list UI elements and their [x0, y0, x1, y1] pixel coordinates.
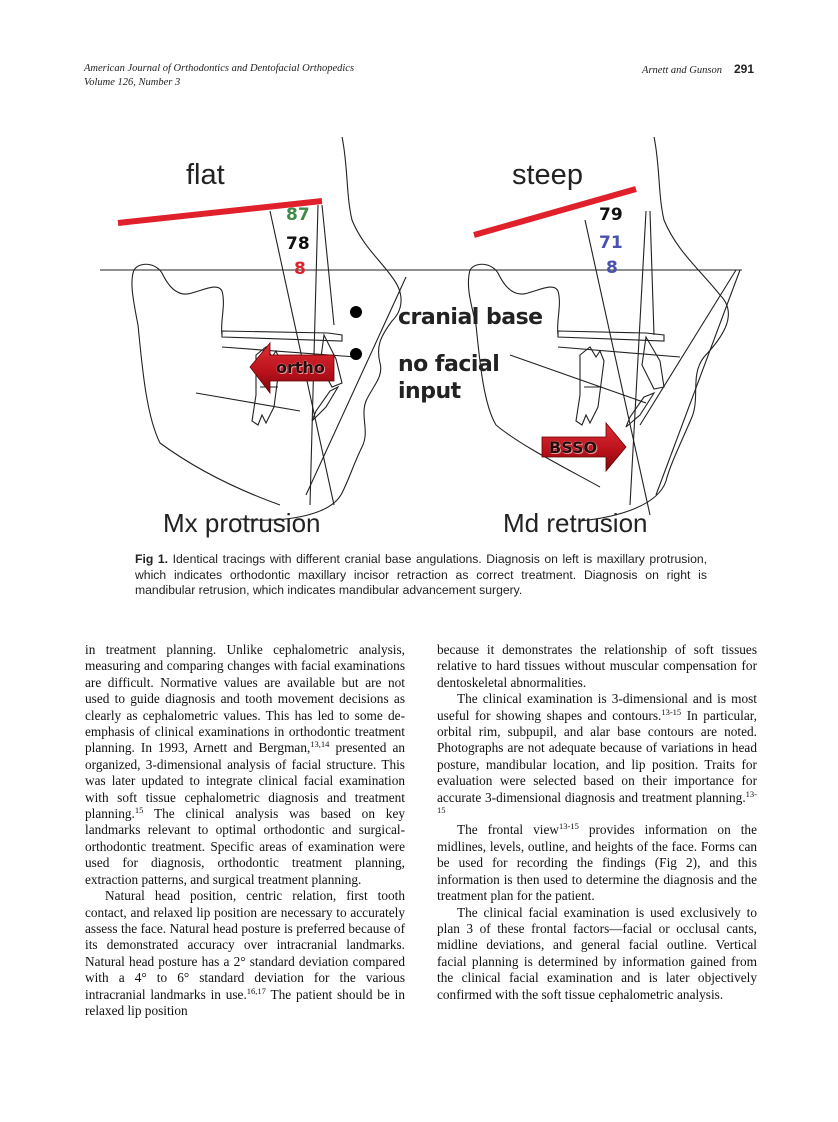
text-run: The clinical examination is 3-dimensional and is most useful for showing shapes and contours. — [437, 691, 757, 723]
right-diagnosis-label: Md retrusion — [503, 508, 648, 538]
right-angle-value-1: 79 — [599, 205, 623, 225]
citation: 13-15 — [661, 706, 682, 717]
bullet-no-facial-input — [350, 348, 362, 360]
no-facial-line: no facial — [398, 352, 500, 377]
citation: 13-15 — [437, 788, 757, 816]
right-panel-title: steep — [512, 159, 583, 191]
paragraph — [85, 642, 405, 888]
text-run: Natural head position, centric relation, first tooth contact, and relaxed lip position are necessary to accurately assess the face. Natural head posture is preferred because of its demonstrated accuracy over intracranial landmarks. Natural head posture has a 2° standard deviation compared with a 4° to 6° standard deviation for the various intracranial landmarks in use. — [85, 888, 405, 1002]
paragraph — [437, 822, 757, 904]
text-run: in treatment planning. Unlike cephalometric analysis, measuring and comparing changes with facial examinations are difficult. Normative values are available but are not used to guide diagnosis and tooth movement decisions as clearly as cephalometric values. This has led to some de-emphasis of clinical examinations in orthodontic treatment planning. In 1993, Arnett and Bergman, — [85, 642, 405, 756]
left-panel-title: flat — [186, 159, 225, 191]
left-angle-value-3: 8 — [294, 259, 306, 279]
left-diagnosis-label: Mx protrusion — [163, 508, 321, 538]
paragraph — [437, 691, 757, 822]
cephalometric-tracings — [80, 125, 760, 545]
paragraph — [85, 888, 405, 1019]
text-run: presented an organized, 3-dimensional analysis of facial structure. This was later updated to integrate clinical facial examination with soft tissue cephalometric diagnosis and treatment planning. — [85, 740, 405, 822]
citation: 15 — [134, 805, 144, 816]
citation: 16,17 — [246, 985, 266, 996]
page-number: 291 — [733, 62, 754, 76]
caption-label: Fig 1. — [135, 552, 169, 566]
text-run: The frontal view — [457, 822, 559, 838]
author-page — [642, 62, 754, 78]
figure-caption — [135, 552, 707, 599]
input-line: input — [398, 379, 461, 404]
cranial-base-label: cranial base — [398, 305, 543, 330]
body-column-right — [437, 642, 757, 1003]
citation: 13,14 — [310, 739, 330, 750]
bsso-arrow-label: BSSO — [549, 438, 598, 457]
ortho-arrow-label: ortho — [276, 358, 325, 377]
no-facial-input-label — [398, 351, 499, 405]
journal-title: American Journal of Orthodontics and Dentofacial Orthopedics — [84, 63, 355, 74]
left-angle-value-2: 78 — [286, 234, 310, 254]
running-authors: Arnett and Gunson — [642, 65, 722, 76]
left-angle-value-1: 87 — [286, 205, 310, 225]
paragraph: The clinical facial examination is used exclusively to plan 3 of these frontal factors—facial or occlusal cants, midline deviations, and general facial outline. Vertical facial planning is determined by information gained from the clinical facial examination and is later objectively confirmed with the soft tissue cephalometric analysis. — [437, 904, 757, 1002]
text-run: provides information on the midlines, levels, outline, and heights of the face. Forms can be used for recording the findings (Fig 2), and this information is then used to determine the diagnosis and the treatment plan for the patient. — [437, 822, 757, 904]
right-angle-value-3: 8 — [606, 258, 618, 278]
bullet-cranial-base — [350, 306, 362, 318]
journal-info — [84, 62, 354, 90]
left-tracing — [132, 137, 406, 520]
citation: 13-15 — [558, 821, 579, 832]
text-run: The clinical analysis was based on key landmarks relevant to optimal orthodontic and surgical-orthodontic treatment. Specific areas of examination were used for diagnosis, orthodontic treatment planning, extraction patterns, and surgical treatment planning. — [85, 806, 405, 887]
figure-1 — [80, 125, 760, 545]
text-run: The patient should be in relaxed lip position — [85, 986, 406, 1018]
paragraph: because it demonstrates the relationship of soft tissues relative to hard tissues without muscular compensation for dentoskeletal abnormalities. — [437, 642, 757, 690]
body-column-left — [85, 642, 405, 1019]
text-run: In particular, orbital rim, subpupil, and alar base contours are noted. Photographs are not adequate because of variations in head posture, mandibular location, and lip position. Traits for evaluation were selected based on their importance for accurate 3-dimensional diagnosis and treatment planning. — [437, 707, 757, 805]
journal-volume: Volume 126, Number 3 — [84, 77, 181, 88]
right-angle-value-2: 71 — [599, 233, 623, 253]
caption-text: Identical tracings with different cranial base angulations. Diagnosis on left is maxillary protrusion, which indicates orthodontic maxillary incisor retraction as correct treatment. Diagnosis on right is mandibular retrusion, which indicates mandibular advancement surgery. — [135, 552, 708, 597]
